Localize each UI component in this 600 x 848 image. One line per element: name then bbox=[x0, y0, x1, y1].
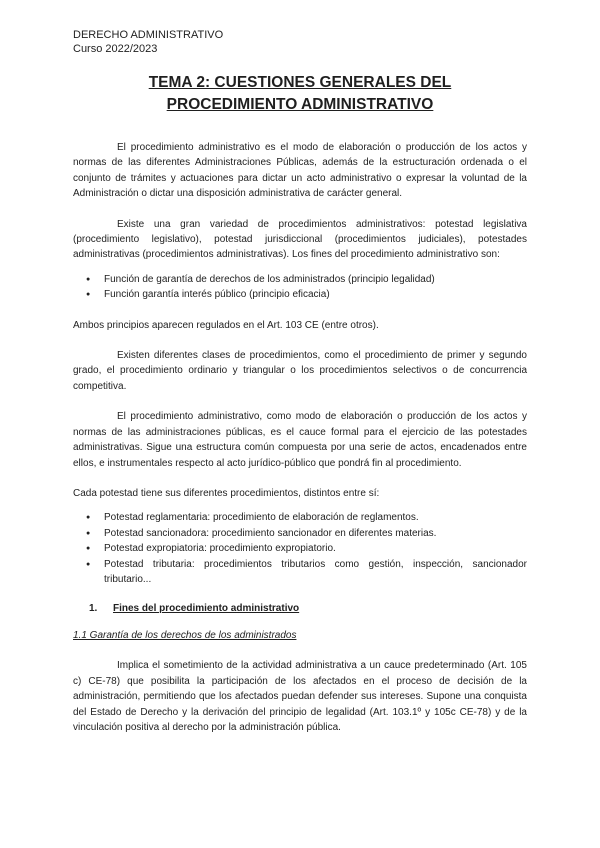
list-item: ● Potestad sancionadora: procedimiento sancionador en diferentes materias. bbox=[73, 526, 527, 541]
header-subject: DERECHO ADMINISTRATIVO bbox=[73, 29, 224, 41]
paragraph-principles: Ambos principios aparecen regulados en el Art. 103 CE (entre otros). bbox=[73, 319, 379, 331]
paragraph-structure: El procedimiento administrativo, como modo de elaboración o producción de los actos y normas de las administraciones públicas, es el cauce formal para el ejercicio de las potestades administrativas. Sigue una estructura común compuesta por una serie de actos, encadenados entre ellos, e instrumentales respecto al acto jurídico-público que pondrá fin al procedimiento. bbox=[73, 411, 527, 469]
list-item: ● Potestad expropiatoria: procedimiento expropiatorio. bbox=[73, 541, 527, 556]
list-item: ● Potestad reglamentaria: procedimiento de elaboración de reglamentos. bbox=[73, 510, 527, 525]
paragraph-classes: Existen diferentes clases de procedimientos, como el procedimiento de primer y segundo grado, el procedimiento ordinario y triangular o los procedimientos selectivos o de concurrencia competitiva. bbox=[73, 350, 527, 392]
section-heading bbox=[73, 601, 527, 616]
subsection-heading: 1.1 Garantía de los derechos de los administrados bbox=[73, 630, 297, 642]
fines-list bbox=[73, 272, 527, 303]
header-course: Curso 2022/2023 bbox=[73, 43, 158, 55]
section-number: 1. bbox=[89, 603, 98, 615]
list-item: ● Potestad tributaria: procedimientos tributarios como gestión, inspección, sancionador tributario... bbox=[73, 557, 527, 588]
list-item: ● Función de garantía de derechos de los administrados (principio legalidad) bbox=[73, 272, 527, 287]
page-title: TEMA 2: CUESTIONES GENERALES DEL PROCEDIMIENTO ADMINISTRATIVO bbox=[148, 74, 452, 113]
paragraph-variety: Existe una gran variedad de procedimientos administrativos: potestad legislativa (procedimiento legislativo), potestad jurisdiccional (procedimientos judiciales), potestades administrativas (procedimientos administrativas). Los fines del procedimiento administrativo son: bbox=[73, 218, 527, 261]
paragraph-potestades: Cada potestad tiene sus diferentes procedimientos, distintos entre sí: bbox=[73, 487, 380, 499]
potestades-list bbox=[73, 510, 527, 587]
list-item: ● Función garantía interés público (principio eficacia) bbox=[73, 287, 527, 302]
section-label: Fines del procedimiento administrativo bbox=[113, 603, 300, 615]
paragraph-definition: El procedimiento administrativo es el modo de elaboración o producción de los actos y normas de las diferentes Administraciones Públicas, además de la estructuración ordenada o el conjunto de trámites y actuaciones para dictar un acto administrativo o expresar la voluntad de la Administración o dictar una disposición administrativa de carácter general. bbox=[73, 142, 527, 200]
paragraph-guarantee: Implica el sometimiento de la actividad administrativa a un cauce predeterminado (Art. 105 c) CE-78) que posibilita la participación de los afectados en el proceso de decisión de la administración, permitiendo que los afectados puedan defender sus intereses. Supone una conquista del Estado de Derecho y la derivación del principio de legalidad (Art. 103.1º y 105c CE-78) y de la vinculación positiva al derecho por la administración pública. bbox=[73, 660, 527, 733]
